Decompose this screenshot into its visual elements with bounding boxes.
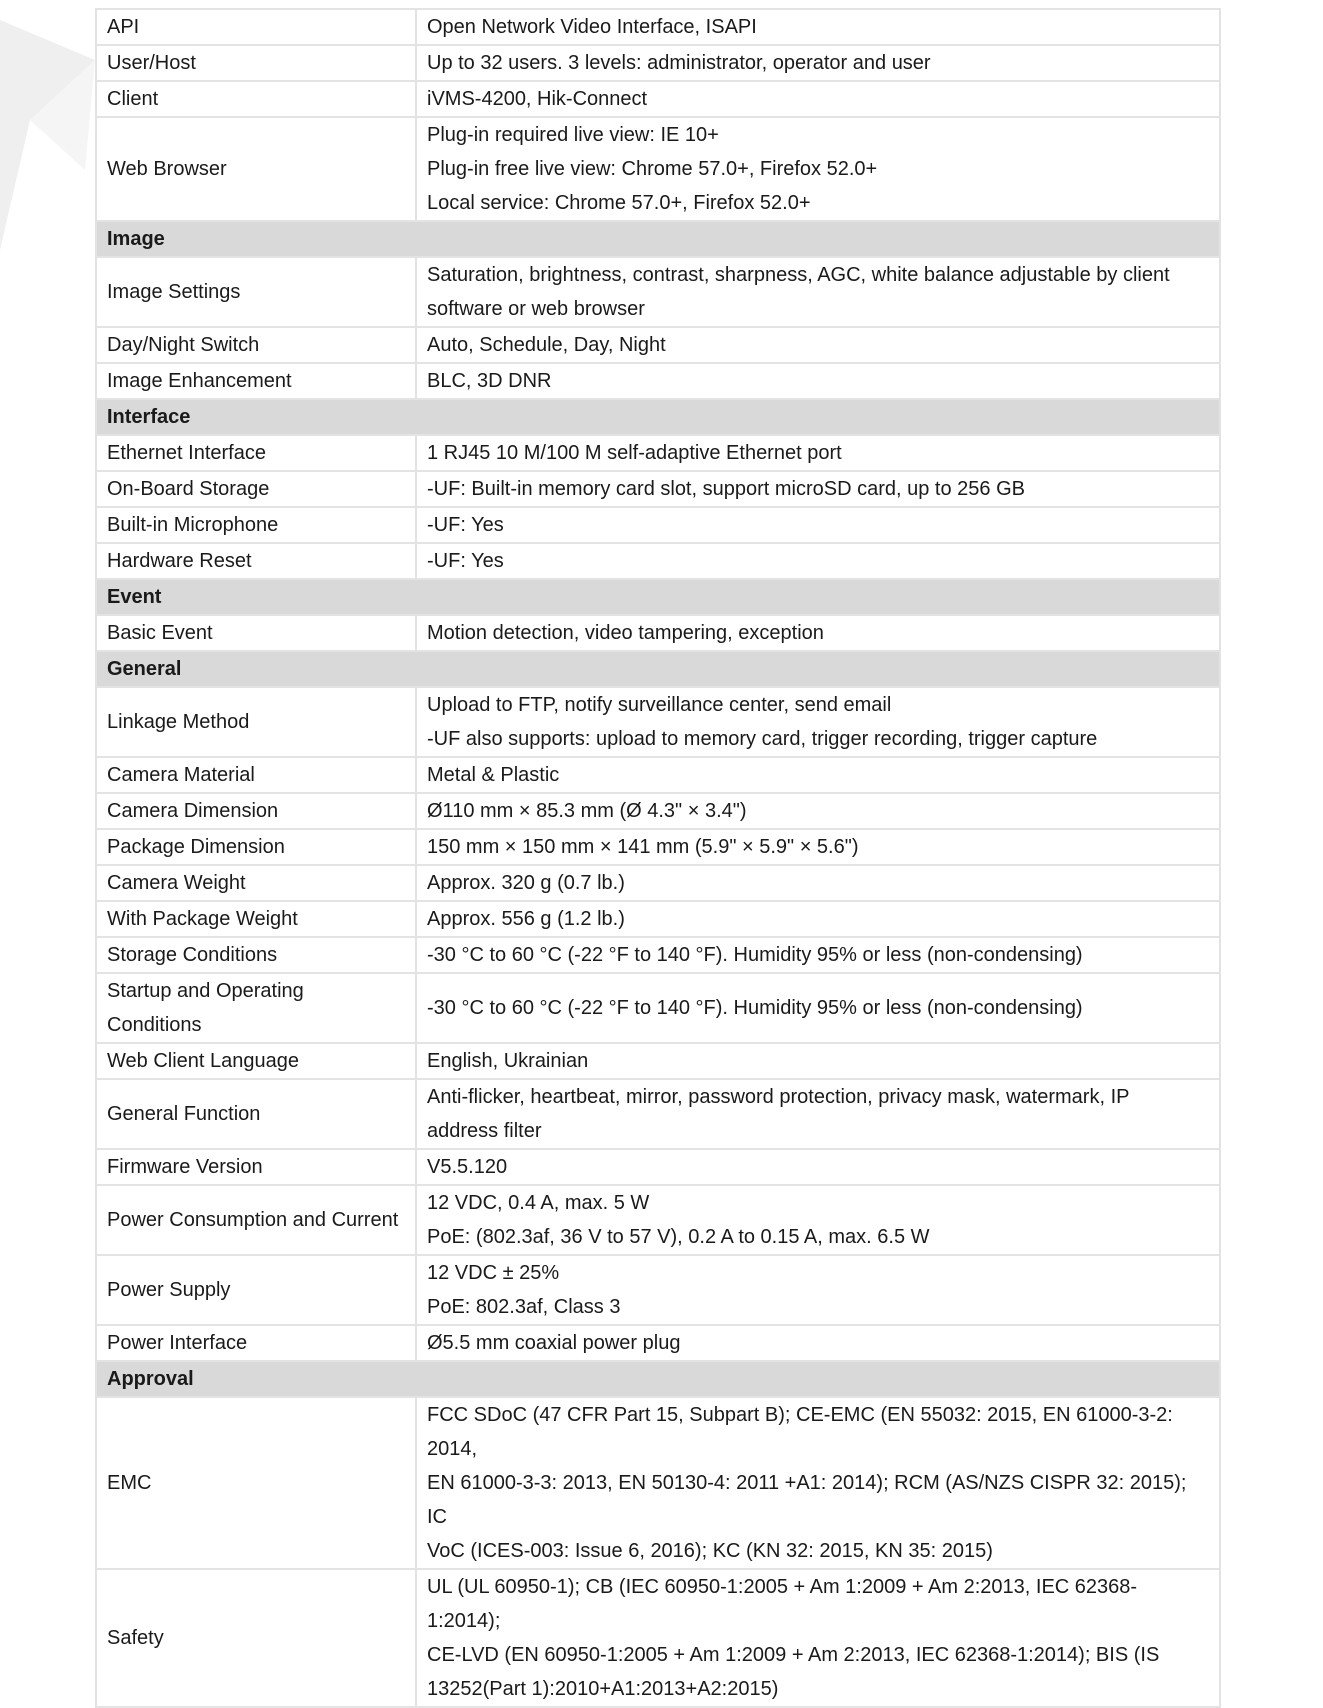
- table-row: [96, 1079, 1220, 1149]
- row-value: 150 mm × 150 mm × 141 mm (5.9" × 5.9" × 5.6"): [416, 829, 1220, 865]
- row-label: Ethernet Interface: [96, 435, 416, 471]
- row-label: Basic Event: [96, 615, 416, 651]
- value-line: 12 VDC, 0.4 A, max. 5 W: [427, 1192, 650, 1214]
- table-row: [96, 257, 1220, 327]
- table-row: [96, 793, 1220, 829]
- value-line: -UF also supports: upload to memory card, trigger recording, trigger capture: [427, 728, 1098, 750]
- section-header-image: [96, 221, 1220, 257]
- row-label: Firmware Version: [96, 1149, 416, 1185]
- value-line: Upload to FTP, notify surveillance center, send email: [427, 694, 892, 716]
- value-line: VoC (ICES-003: Issue 6, 2016); KC (KN 32: 2015, KN 35: 2015): [427, 1540, 993, 1562]
- row-label: Camera Dimension: [96, 793, 416, 829]
- row-label: Image Enhancement: [96, 363, 416, 399]
- row-value: -30 °C to 60 °C (-22 °F to 140 °F). Humidity 95% or less (non-condensing): [416, 937, 1220, 973]
- row-value: Open Network Video Interface, ISAPI: [416, 9, 1220, 45]
- row-value: Motion detection, video tampering, exception: [416, 615, 1220, 651]
- spec-table: [95, 8, 1221, 1708]
- value-line: Saturation, brightness, contrast, sharpness, AGC, white balance adjustable by client: [427, 264, 1170, 286]
- table-row: [96, 507, 1220, 543]
- row-label: Linkage Method: [96, 687, 416, 757]
- table-row: [96, 757, 1220, 793]
- table-row: [96, 829, 1220, 865]
- value-line: Anti-flicker, heartbeat, mirror, password protection, privacy mask, watermark, IP: [427, 1086, 1130, 1108]
- row-value: -UF: Yes: [416, 507, 1220, 543]
- table-row: [96, 543, 1220, 579]
- row-label: Package Dimension: [96, 829, 416, 865]
- row-value: Metal & Plastic: [416, 757, 1220, 793]
- table-row: [96, 1255, 1220, 1325]
- label-line: Conditions: [107, 1014, 202, 1036]
- row-value: -UF: Built-in memory card slot, support microSD card, up to 256 GB: [416, 471, 1220, 507]
- table-row: [96, 1397, 1220, 1569]
- table-row: [96, 117, 1220, 221]
- row-value: [416, 117, 1220, 221]
- row-value: Auto, Schedule, Day, Night: [416, 327, 1220, 363]
- value-line: 13252(Part 1):2010+A1:2013+A2:2015): [427, 1678, 779, 1700]
- row-value: [416, 1079, 1220, 1149]
- table-row: [96, 937, 1220, 973]
- row-label: EMC: [96, 1397, 416, 1569]
- row-value: Ø5.5 mm coaxial power plug: [416, 1325, 1220, 1361]
- row-value: BLC, 3D DNR: [416, 363, 1220, 399]
- row-value: Up to 32 users. 3 levels: administrator, operator and user: [416, 45, 1220, 81]
- table-row: [96, 1149, 1220, 1185]
- table-row: [96, 1325, 1220, 1361]
- row-label: With Package Weight: [96, 901, 416, 937]
- value-line: address filter: [427, 1120, 542, 1142]
- row-label: Web Client Language: [96, 1043, 416, 1079]
- value-line: Local service: Chrome 57.0+, Firefox 52.0+: [427, 192, 811, 214]
- value-line: software or web browser: [427, 298, 645, 320]
- row-label: API: [96, 9, 416, 45]
- row-value: iVMS-4200, Hik-Connect: [416, 81, 1220, 117]
- row-label: Day/Night Switch: [96, 327, 416, 363]
- row-value: -30 °C to 60 °C (-22 °F to 140 °F). Humidity 95% or less (non-condensing): [416, 973, 1220, 1043]
- row-label: On-Board Storage: [96, 471, 416, 507]
- row-label: User/Host: [96, 45, 416, 81]
- section-title: Event: [96, 579, 1220, 615]
- row-label: Client: [96, 81, 416, 117]
- value-line: CE-LVD (EN 60950-1:2005 + Am 1:2009 + Am 2:2013, IEC 62368-1:2014); BIS (IS: [427, 1644, 1160, 1666]
- table-row: [96, 471, 1220, 507]
- row-label: Power Interface: [96, 1325, 416, 1361]
- table-row: [96, 1043, 1220, 1079]
- row-value: -UF: Yes: [416, 543, 1220, 579]
- row-value: V5.5.120: [416, 1149, 1220, 1185]
- section-header-general: [96, 651, 1220, 687]
- row-value: Approx. 320 g (0.7 lb.): [416, 865, 1220, 901]
- row-label: Hardware Reset: [96, 543, 416, 579]
- row-label: General Function: [96, 1079, 416, 1149]
- table-row: [96, 435, 1220, 471]
- row-value: [416, 1185, 1220, 1255]
- row-label: Image Settings: [96, 257, 416, 327]
- label-line: Startup and Operating: [107, 980, 304, 1002]
- row-value: [416, 257, 1220, 327]
- value-line: UL (UL 60950-1); CB (IEC 60950-1:2005 + Am 1:2009 + Am 2:2013, IEC 62368-1:2014);: [427, 1576, 1138, 1632]
- logo-watermark: [0, 0, 100, 260]
- value-line: Plug-in free live view: Chrome 57.0+, Firefox 52.0+: [427, 158, 878, 180]
- row-value: Ø110 mm × 85.3 mm (Ø 4.3" × 3.4"): [416, 793, 1220, 829]
- section-title: General: [96, 651, 1220, 687]
- row-label: Power Supply: [96, 1255, 416, 1325]
- table-row: [96, 615, 1220, 651]
- table-row: [96, 1185, 1220, 1255]
- row-label: Camera Weight: [96, 865, 416, 901]
- value-line: PoE: (802.3af, 36 V to 57 V), 0.2 A to 0.15 A, max. 6.5 W: [427, 1226, 930, 1248]
- row-value: [416, 1255, 1220, 1325]
- value-line: EN 61000-3-3: 2013, EN 50130-4: 2011 +A1: 2014); RCM (AS/NZS CISPR 32: 2015); IC: [427, 1472, 1187, 1528]
- section-title: Image: [96, 221, 1220, 257]
- row-value: [416, 1397, 1220, 1569]
- row-value: [416, 687, 1220, 757]
- value-line: PoE: 802.3af, Class 3: [427, 1296, 621, 1318]
- value-line: FCC SDoC (47 CFR Part 15, Subpart B); CE-EMC (EN 55032: 2015, EN 61000-3-2: 2014,: [427, 1404, 1173, 1460]
- table-row: [96, 9, 1220, 45]
- table-row: [96, 363, 1220, 399]
- row-value: [416, 1569, 1220, 1707]
- row-label: Camera Material: [96, 757, 416, 793]
- section-header-interface: [96, 399, 1220, 435]
- row-label: Safety: [96, 1569, 416, 1707]
- table-row: [96, 81, 1220, 117]
- table-row: [96, 973, 1220, 1043]
- row-label: [96, 973, 416, 1043]
- row-label: Web Browser: [96, 117, 416, 221]
- section-header-approval: [96, 1361, 1220, 1397]
- table-row: [96, 45, 1220, 81]
- section-header-event: [96, 579, 1220, 615]
- row-label: Power Consumption and Current: [96, 1185, 416, 1255]
- value-line: 12 VDC ± 25%: [427, 1262, 560, 1284]
- section-title: Approval: [96, 1361, 1220, 1397]
- section-title: Interface: [96, 399, 1220, 435]
- table-row: [96, 901, 1220, 937]
- table-row: [96, 1569, 1220, 1707]
- table-row: [96, 687, 1220, 757]
- row-value: English, Ukrainian: [416, 1043, 1220, 1079]
- row-value: 1 RJ45 10 M/100 M self-adaptive Ethernet port: [416, 435, 1220, 471]
- row-label: Storage Conditions: [96, 937, 416, 973]
- row-value: Approx. 556 g (1.2 lb.): [416, 901, 1220, 937]
- row-label: Built-in Microphone: [96, 507, 416, 543]
- table-row: [96, 327, 1220, 363]
- table-row: [96, 865, 1220, 901]
- value-line: Plug-in required live view: IE 10+: [427, 124, 719, 146]
